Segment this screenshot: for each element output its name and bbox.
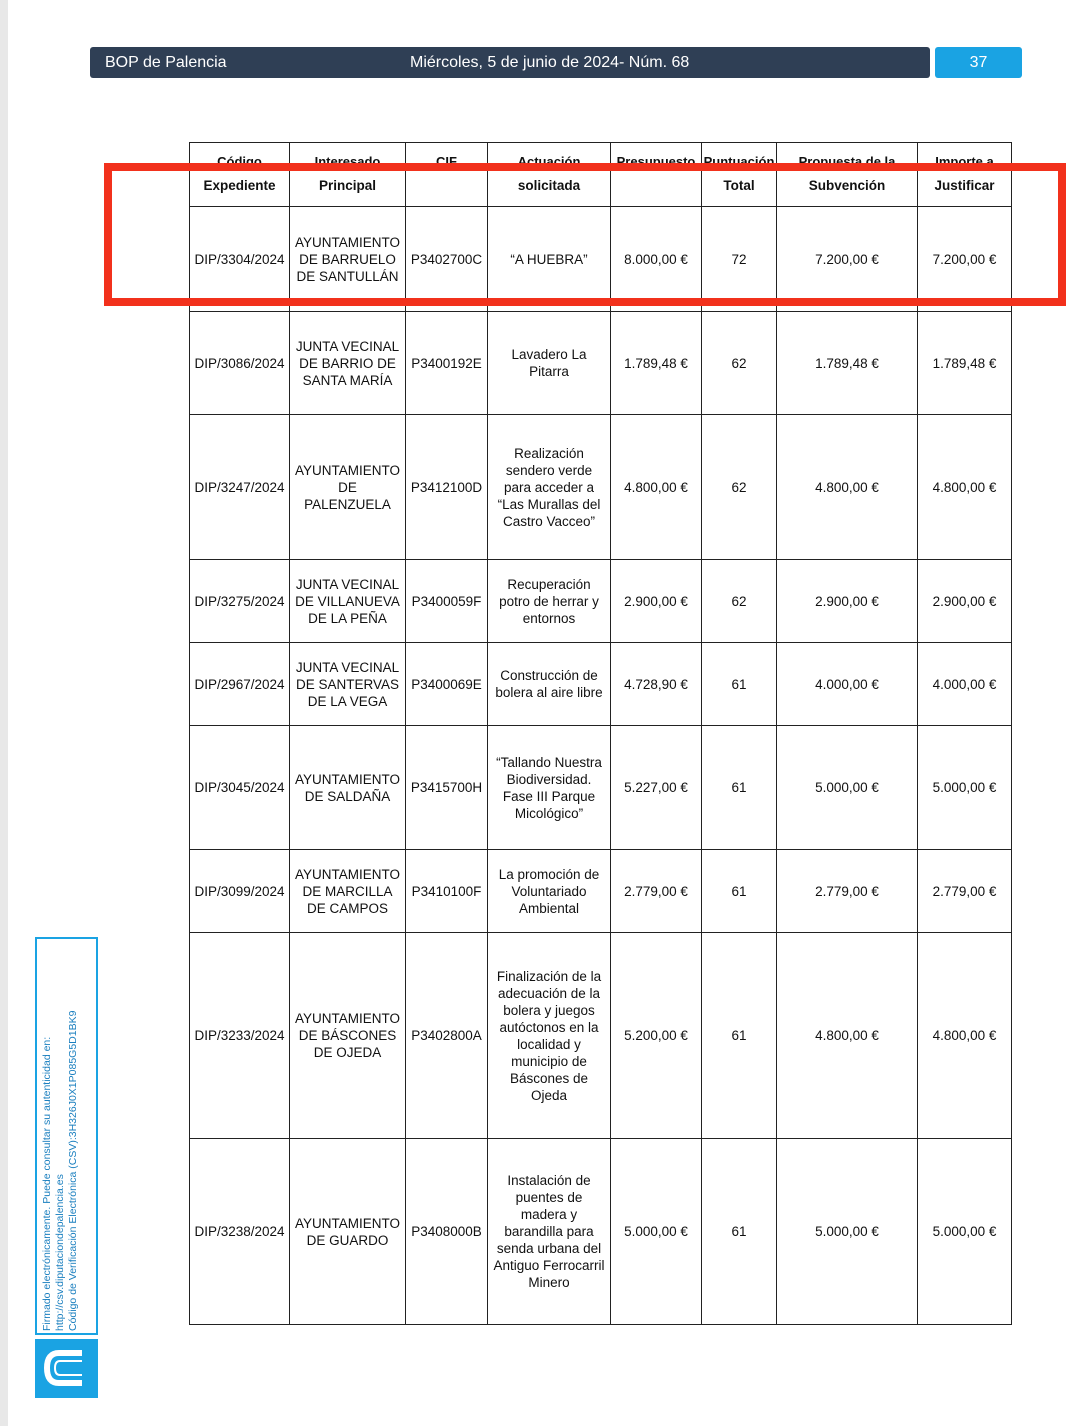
column-header-top-expediente: Código [217,154,262,169]
table-row [190,415,1012,560]
bulletin-header-bar [90,47,930,78]
cell-cif: P3412100D [406,415,488,560]
table-row [190,207,1012,312]
cell-subvencion: 2.779,00 € [777,850,918,933]
subsidy-table-container [189,142,1012,1325]
column-header-actuacion [488,143,611,207]
cell-puntuacion: 61 [702,643,777,726]
cell-puntuacion: 61 [702,1139,777,1325]
cell-presupuesto: 5.000,00 € [611,1139,702,1325]
cell-justificar: 7.200,00 € [918,207,1012,312]
cell-presupuesto: 8.000,00 € [611,207,702,312]
cell-expediente: DIP/3238/2024 [190,1139,290,1325]
cell-actuacion: Realización sendero verde para acceder a “Las Murallas del Castro Vacceo” [488,415,611,560]
page-number: 37 [935,47,1022,78]
cell-expediente: DIP/3086/2024 [190,312,290,415]
cell-expediente: DIP/3233/2024 [190,933,290,1139]
cell-expediente: DIP/3045/2024 [190,726,290,850]
cell-cif: P3402700C [406,207,488,312]
column-header-top-principal: Interesado [314,154,381,169]
cell-actuacion: Instalación de puentes de madera y barandilla para senda urbana del Antiguo Ferrocarril Minero [488,1139,611,1325]
cell-actuacion: Finalización de la adecuación de la bolera y juegos autóctonos en la localidad y municipio de Báscones de Ojeda [488,933,611,1139]
column-header-label-actuacion: solicitada [517,178,581,193]
cell-subvencion: 1.789,48 € [777,312,918,415]
table-row [190,726,1012,850]
table-header-row [190,143,1012,207]
cell-expediente: DIP/3275/2024 [190,560,290,643]
cell-presupuesto: 5.227,00 € [611,726,702,850]
cell-actuacion: La promoción de Voluntariado Ambiental [488,850,611,933]
column-header-justificar [918,143,1012,207]
cell-justificar: 2.900,00 € [918,560,1012,643]
cell-presupuesto: 2.779,00 € [611,850,702,933]
cell-principal: AYUNTAMIENTO DE BARRUELO DE SANTULLÁN [290,207,406,312]
stamp-line-3: Código de Verificación Electrónica (CSV):3H326J0X1P085G5D1BK9 [67,1010,79,1331]
column-header-subvencion [777,143,918,207]
page-left-edge [0,0,8,1426]
cell-cif: P3400192E [406,312,488,415]
table-row [190,933,1012,1139]
cell-subvencion: 2.900,00 € [777,560,918,643]
cell-justificar: 1.789,48 € [918,312,1012,415]
stamp-line-1: Firmado electrónicamente. Puede consultar su autenticidad en: [41,1036,53,1331]
cell-actuacion: “Tallando Nuestra Biodiversidad. Fase III Parque Micológico” [488,726,611,850]
cell-presupuesto: 2.900,00 € [611,560,702,643]
cell-subvencion: 5.000,00 € [777,1139,918,1325]
cell-expediente: DIP/3099/2024 [190,850,290,933]
cell-subvencion: 4.800,00 € [777,415,918,560]
cell-actuacion: “A HUEBRA” [488,207,611,312]
cell-principal: AYUNTAMIENTO DE GUARDO [290,1139,406,1325]
column-header-label-expediente: Expediente [203,178,276,193]
cell-presupuesto: 4.728,90 € [611,643,702,726]
cell-puntuacion: 61 [702,933,777,1139]
column-header-top-actuacion: Actuación [517,154,581,169]
cell-presupuesto: 5.200,00 € [611,933,702,1139]
cell-justificar: 4.800,00 € [918,415,1012,560]
cell-principal: AYUNTAMIENTO DE MARCILLA DE CAMPOS [290,850,406,933]
column-header-puntuacion [702,143,777,207]
cell-expediente: DIP/3247/2024 [190,415,290,560]
cell-principal: JUNTA VECINAL DE VILLANUEVA DE LA PEÑA [290,560,406,643]
table-row [190,312,1012,415]
table-row [190,850,1012,933]
cell-presupuesto: 4.800,00 € [611,415,702,560]
cell-justificar: 4.800,00 € [918,933,1012,1139]
cell-expediente: DIP/2967/2024 [190,643,290,726]
column-header-label-principal: Principal [318,178,377,193]
column-header-top-subvencion: Propuesta de la [798,154,896,169]
cell-subvencion: 5.000,00 € [777,726,918,850]
cell-subvencion: 4.800,00 € [777,933,918,1139]
cell-puntuacion: 72 [702,207,777,312]
cell-principal: AYUNTAMIENTO DE SALDAÑA [290,726,406,850]
column-header-cif [406,143,488,207]
cell-justificar: 2.779,00 € [918,850,1012,933]
issue-date: Miércoles, 5 de junio de 2024- Núm. 68 [410,53,690,71]
cell-presupuesto: 1.789,48 € [611,312,702,415]
cell-cif: P3402800A [406,933,488,1139]
cell-actuacion: Recuperación potro de herrar y entornos [488,560,611,643]
column-header-presupuesto [611,143,702,207]
cell-subvencion: 7.200,00 € [777,207,918,312]
column-header-label-justificar: Justificar [934,178,995,193]
cell-puntuacion: 62 [702,415,777,560]
subsidy-table [189,142,1012,1325]
cell-principal: AYUNTAMIENTO DE PALENZUELA [290,415,406,560]
cell-actuacion: Construcción de bolera al aire libre [488,643,611,726]
cell-puntuacion: 62 [702,560,777,643]
diputacion-logo [35,1339,98,1398]
cell-justificar: 5.000,00 € [918,1139,1012,1325]
column-header-top-puntuacion: Puntuación [703,154,775,169]
cell-actuacion: Lavadero La Pitarra [488,312,611,415]
electronic-signature-stamp [35,937,98,1335]
cell-puntuacion: 61 [702,850,777,933]
column-header-label-subvencion: Subvención [808,178,886,193]
column-header-top-cif: CIF [436,154,457,169]
publication-name: BOP de Palencia [105,53,227,71]
cell-cif: P3400069E [406,643,488,726]
cell-puntuacion: 62 [702,312,777,415]
table-row [190,1139,1012,1325]
cell-cif: P3408000B [406,1139,488,1325]
cell-cif: P3410100F [406,850,488,933]
cell-justificar: 5.000,00 € [918,726,1012,850]
column-header-label-puntuacion: Total [723,178,755,193]
column-header-top-justificar: Importe a [935,154,994,169]
cell-puntuacion: 61 [702,726,777,850]
cell-justificar: 4.000,00 € [918,643,1012,726]
cell-principal: JUNTA VECINAL DE BARRIO DE SANTA MARÍA [290,312,406,415]
column-header-top-presupuesto: Presupuesto [616,154,696,169]
cell-principal: AYUNTAMIENTO DE BÁSCONES DE OJEDA [290,933,406,1139]
column-header-expediente [190,143,290,207]
stamp-line-2: http://csv.diputaciondepalencia.es [54,1174,66,1331]
table-row [190,643,1012,726]
cell-cif: P3415700H [406,726,488,850]
cell-expediente: DIP/3304/2024 [190,207,290,312]
cell-principal: JUNTA VECINAL DE SANTERVAS DE LA VEGA [290,643,406,726]
diputacion-logo-icon [35,1339,98,1398]
column-header-principal [290,143,406,207]
cell-cif: P3400059F [406,560,488,643]
cell-subvencion: 4.000,00 € [777,643,918,726]
table-row [190,560,1012,643]
